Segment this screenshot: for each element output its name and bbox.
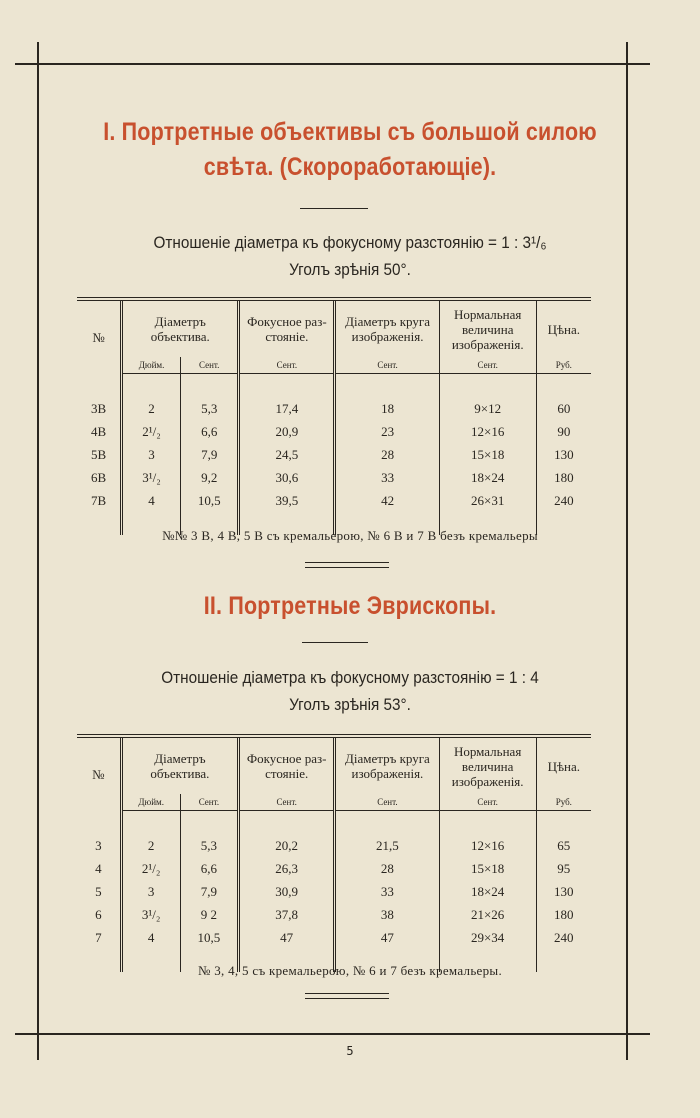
cell-no: 3B xyxy=(77,397,122,420)
col-no-header: № xyxy=(77,299,122,374)
section1-ratio: Отношеніе діаметра къ фокусному разстоянію = 1 : 3¹/₆ xyxy=(153,233,547,252)
col-diameter-header: Діаметръ объектива. xyxy=(121,736,239,794)
col-no-header: № xyxy=(77,736,121,811)
section2-title: II. Портретные Эврископы. xyxy=(203,592,497,620)
cell-cm: 10,5 xyxy=(180,926,239,949)
cell-normal-size: 29×34 xyxy=(439,926,536,949)
cell-inches: 3 xyxy=(122,443,181,466)
cell-price: 130 xyxy=(554,883,574,899)
cell-image-diameter: 38 xyxy=(335,903,440,926)
cell-cm: 7,9 xyxy=(180,880,239,903)
cell-cm: 7,9 xyxy=(180,443,238,466)
cell-no: 7 xyxy=(77,926,121,949)
cell-normal-size: 9×12 xyxy=(439,397,536,420)
table-row xyxy=(77,397,591,420)
cell-no: 3 xyxy=(77,834,121,857)
cell-focal: 37,8 xyxy=(239,903,335,926)
cell-inches: 4 xyxy=(121,926,180,949)
col-price-header: Цѣна. xyxy=(547,321,581,337)
unit-cell: Сент. xyxy=(239,357,335,374)
cell-price: 180 xyxy=(554,469,574,485)
table-row xyxy=(77,489,591,512)
section2-end-rule xyxy=(305,993,389,999)
cell-inches: 2 xyxy=(122,397,181,420)
cell-inches: 2¹/₂ xyxy=(121,857,180,880)
cell-image-diameter: 42 xyxy=(335,489,439,512)
col-image-diameter-header: Діаметръ круга изображенія. xyxy=(335,299,439,357)
col-normal-size-header: Нормальная величина изображенія. xyxy=(439,736,536,794)
cell-price: 95 xyxy=(557,860,571,876)
cell-no: 5B xyxy=(77,443,122,466)
unit-cell: Дюйм. xyxy=(122,357,181,374)
col-diameter-header: Діаметръ объектива. xyxy=(122,299,239,357)
cell-no: 4 xyxy=(77,857,121,880)
unit-cell: Сент. xyxy=(335,794,440,811)
cell-cm: 10,5 xyxy=(180,489,238,512)
cell-focal: 47 xyxy=(239,926,335,949)
table-row xyxy=(77,857,591,880)
cell-no: 6B xyxy=(77,466,122,489)
cell-normal-size: 26×31 xyxy=(439,489,536,512)
cell-normal-size: 15×18 xyxy=(439,857,536,880)
col-focal-header: Фокусное раз- стояніе. xyxy=(239,299,335,357)
page-number: 5 xyxy=(346,1044,354,1058)
cell-normal-size: 18×24 xyxy=(439,880,536,903)
unit-cell: Сент. xyxy=(439,357,536,374)
cell-price: 240 xyxy=(554,929,574,945)
col-image-diameter-header: Діаметръ круга изображенія. xyxy=(335,736,440,794)
unit-cell: Сент. xyxy=(439,794,536,811)
cell-image-diameter: 28 xyxy=(335,857,440,880)
cell-inches: 4 xyxy=(122,489,181,512)
cell-price: 65 xyxy=(557,837,571,853)
col-price-header: Цѣна. xyxy=(547,758,581,774)
bottom-border xyxy=(15,1033,650,1035)
section2-spec-table xyxy=(77,734,591,972)
cell-image-diameter: 23 xyxy=(335,420,439,443)
header-row xyxy=(77,736,591,794)
cell-inches: 2 xyxy=(121,834,180,857)
top-border xyxy=(15,63,650,65)
section1-angle: Уголъ зрѣнія 50°. xyxy=(289,260,411,279)
section2-angle: Уголъ зрѣнія 53°. xyxy=(289,695,411,714)
cell-focal: 24,5 xyxy=(239,443,335,466)
cell-price: 130 xyxy=(554,446,574,462)
cell-image-diameter: 18 xyxy=(335,397,439,420)
cell-cm: 5,3 xyxy=(180,834,239,857)
cell-focal: 26,3 xyxy=(239,857,335,880)
cell-focal: 17,4 xyxy=(239,397,335,420)
cell-focal: 30,6 xyxy=(239,466,335,489)
cell-cm: 6,6 xyxy=(180,857,239,880)
cell-focal: 30,9 xyxy=(239,880,335,903)
section2-title-rule xyxy=(302,642,368,643)
unit-cell: Сент. xyxy=(180,357,238,374)
unit-cell: Сент. xyxy=(335,357,439,374)
section2-ratio: Отношеніе діаметра къ фокусному разстоянію = 1 : 4 xyxy=(161,668,539,687)
right-border xyxy=(626,42,628,1060)
table-row xyxy=(77,903,591,926)
cell-image-diameter: 28 xyxy=(335,443,439,466)
unit-cell: Дюйм. xyxy=(121,794,180,811)
cell-price: 60 xyxy=(557,400,571,416)
cell-cm: 9,2 xyxy=(180,466,238,489)
cell-image-diameter: 21,5 xyxy=(335,834,440,857)
cell-image-diameter: 33 xyxy=(335,466,439,489)
col-normal-size-header: Нормальная величина изображенія. xyxy=(439,299,536,357)
cell-price: 180 xyxy=(554,906,574,922)
cell-inches: 2¹/₂ xyxy=(122,420,181,443)
cell-focal: 20,9 xyxy=(239,420,335,443)
cell-inches: 3¹/₂ xyxy=(122,466,181,489)
unit-row xyxy=(77,357,591,374)
cell-cm: 6,6 xyxy=(180,420,238,443)
cell-no: 6 xyxy=(77,903,121,926)
section1-title-line1: I. Портретные объективы съ большой силою xyxy=(103,118,597,146)
unit-cell: Руб. xyxy=(536,794,591,811)
section1-title-rule xyxy=(300,208,368,209)
table-row xyxy=(77,443,591,466)
cell-no: 4B xyxy=(77,420,122,443)
unit-row xyxy=(77,794,591,811)
left-border xyxy=(37,42,39,1060)
table-row xyxy=(77,834,591,857)
table-row xyxy=(77,926,591,949)
cell-normal-size: 18×24 xyxy=(439,466,536,489)
unit-cell: Сент. xyxy=(180,794,239,811)
section1-end-rule xyxy=(305,562,389,568)
table-row xyxy=(77,880,591,903)
cell-focal: 39,5 xyxy=(239,489,335,512)
cell-normal-size: 12×16 xyxy=(439,834,536,857)
cell-normal-size: 15×18 xyxy=(439,443,536,466)
cell-normal-size: 12×16 xyxy=(439,420,536,443)
cell-cm: 9 2 xyxy=(180,903,239,926)
cell-normal-size: 21×26 xyxy=(439,903,536,926)
cell-no: 7B xyxy=(77,489,122,512)
cell-focal: 20,2 xyxy=(239,834,335,857)
cell-image-diameter: 33 xyxy=(335,880,440,903)
section1-title-line2: свѣта. (Скороработающіе). xyxy=(203,153,497,181)
unit-cell: Руб. xyxy=(536,357,591,374)
table-row xyxy=(77,466,591,489)
section1-spec-table xyxy=(77,297,591,535)
unit-cell: Сент. xyxy=(239,794,335,811)
cell-price: 240 xyxy=(554,492,574,508)
cell-inches: 3¹/₂ xyxy=(121,903,180,926)
cell-inches: 3 xyxy=(121,880,180,903)
col-focal-header: Фокусное раз- стояніе. xyxy=(239,736,335,794)
table-row xyxy=(77,420,591,443)
cell-no: 5 xyxy=(77,880,121,903)
header-row xyxy=(77,299,591,357)
cell-price: 90 xyxy=(557,423,571,439)
cell-image-diameter: 47 xyxy=(335,926,440,949)
section1-note: №№ 3 B, 4 B, 5 B съ кремальерою, № 6 B и 7 B безъ кремальеры xyxy=(162,528,538,543)
section2-note: № 3, 4, 5 съ кремальерою, № 6 и 7 безъ кремальеры. xyxy=(197,963,503,978)
cell-cm: 5,3 xyxy=(180,397,238,420)
